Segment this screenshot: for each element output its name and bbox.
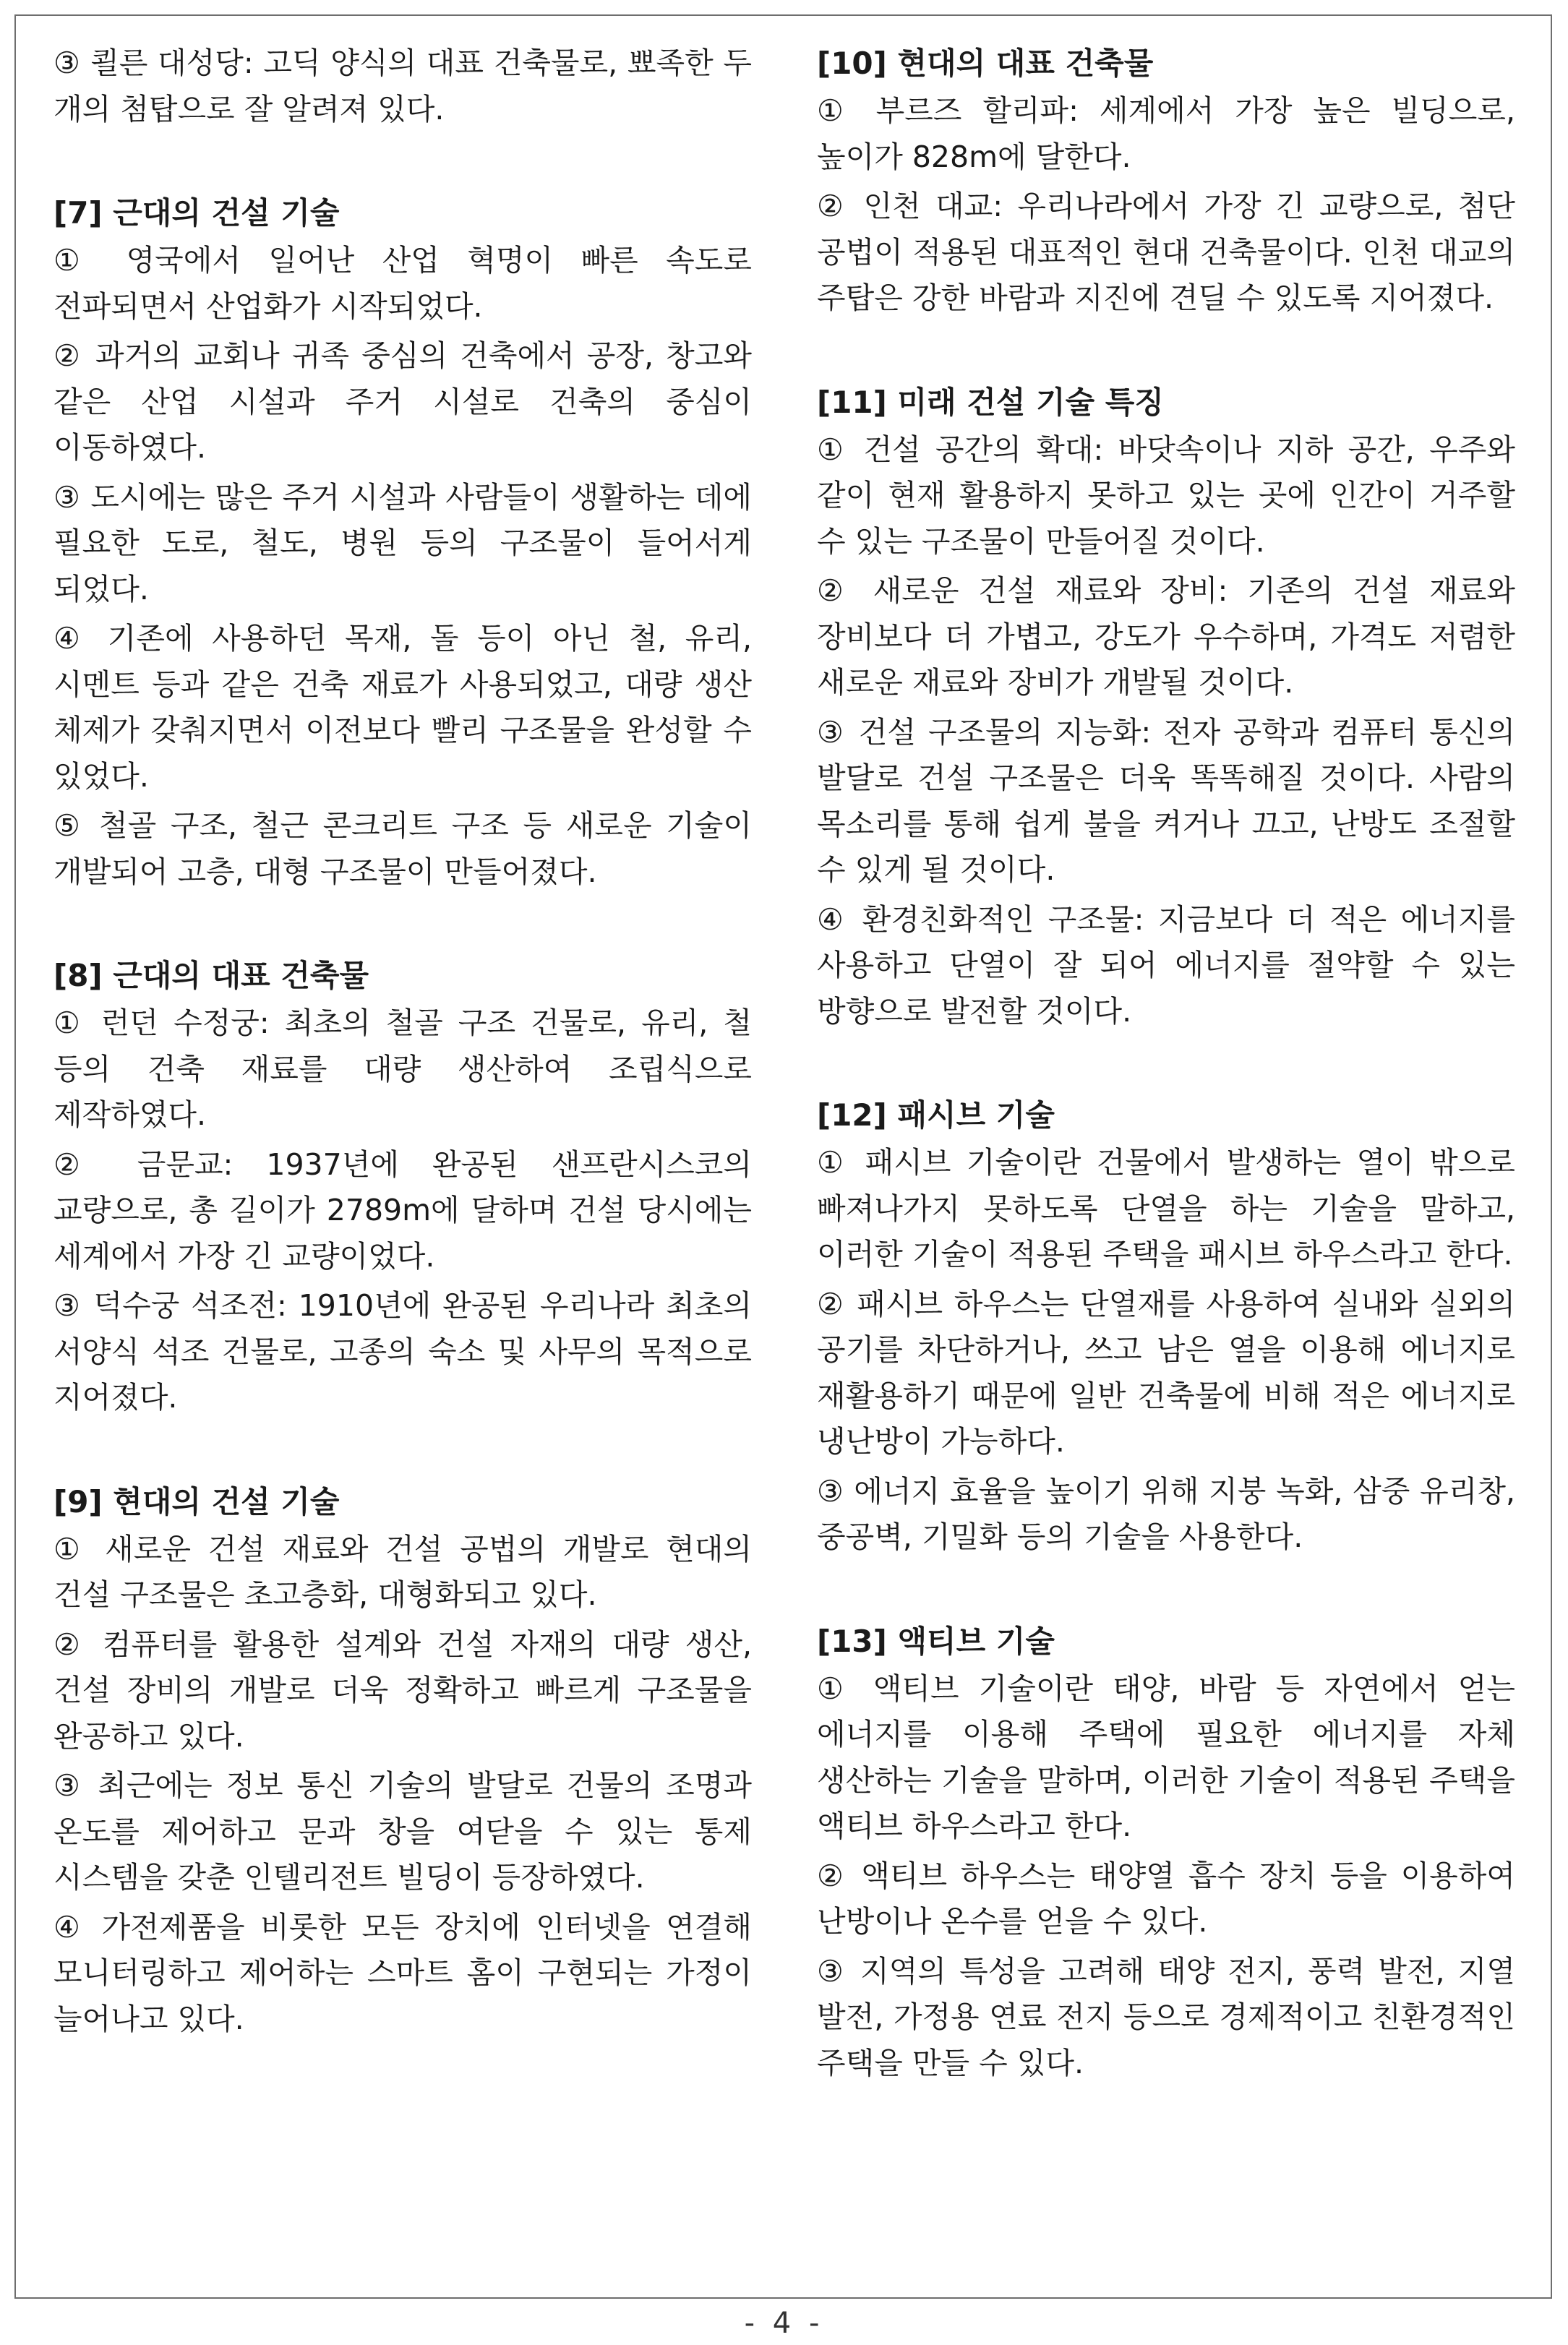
paragraph: ② 과거의 교회나 귀족 중심의 건축에서 공장, 창고와 같은 산업 시설과 주거 시설로 건축의 중심이 이동하였다. [53,338,752,465]
section-heading: [13] 액티브 기술 [817,1623,1055,1659]
paragraph: ⑤ 철골 구조, 철근 콘크리트 구조 등 새로운 기술이 개발되어 고층, 대형 구조물이 만들어졌다. [53,808,752,889]
paragraph: ① 부르즈 할리파: 세계에서 가장 높은 빌딩으로, 높이가 828m에 달한다. [817,93,1515,174]
paragraph: ② 패시브 하우스는 단열재를 사용하여 실내와 실외의 공기를 차단하거나, 쓰고 남은 열을 이용해 에너지로 재활용하기 때문에 일반 건축물에 비해 적은 에너지로 냉난방이 가능하다. [817,1286,1515,1459]
section-gothic-continued [53,40,752,132]
paragraph: ② 금문교: 1937년에 완공된 샌프란시스코의 교량으로, 총 길이가 2789m에 달하며 건설 당시에는 세계에서 가장 긴 교량이었다. [53,1146,752,1274]
section-heading: [8] 근대의 대표 건축물 [53,958,369,993]
section-11-future-construction-tech [817,380,1515,1035]
paragraph: ④ 기존에 사용하던 목재, 돌 등이 아닌 철, 유리, 시멘트 등과 같은 건축 재료가 사용되었고, 대량 생산 체제가 갖춰지면서 이전보다 빨리 구조물을 완성할 수 있었다. [53,621,752,794]
left-column [53,40,752,2100]
paragraph: ③ 에너지 효율을 높이기 위해 지붕 녹화, 삼중 유리창, 중공벽, 기밀화 등의 기술을 사용한다. [817,1473,1515,1554]
section-9-contemporary-construction-tech [53,1479,752,2043]
section-heading: [10] 현대의 대표 건축물 [817,46,1154,81]
paragraph: ③ 덕수궁 석조전: 1910년에 완공된 우리나라 최초의 서양식 석조 건물로, 고종의 숙소 및 사무의 목적으로 지어졌다. [53,1288,752,1415]
paragraph: ① 액티브 기술이란 태양, 바람 등 자연에서 얻는 에너지를 이용해 주택에 필요한 에너지를 자체 생산하는 기술을 말하며, 이러한 기술이 적용된 주택을 액티브 하우스라고 한다. [817,1671,1515,1843]
paragraph: ① 영국에서 일어난 산업 혁명이 빠른 속도로 전파되면서 산업화가 시작되었다. [53,243,752,324]
section-12-passive-tech [817,1092,1515,1561]
paragraph: ③ 도시에는 많은 주거 시설과 사람들이 생활하는 데에 필요한 도로, 철도, 병원 등의 구조물이 들어서게 되었다. [53,479,752,606]
paragraph: ④ 환경친화적인 구조물: 지금보다 더 적은 에너지를 사용하고 단열이 잘 되어 에너지를 절약할 수 있는 방향으로 발전할 것이다. [817,901,1515,1029]
paragraph: ① 런던 수정궁: 최초의 철골 구조 건물로, 유리, 철 등의 건축 재료를 대량 생산하여 조립식으로 제작하였다. [53,1006,752,1132]
paragraph: ④ 가전제품을 비롯한 모든 장치에 인터넷을 연결해 모니터링하고 제어하는 스마트 홈이 구현되는 가정이 늘어나고 있다. [53,1909,752,2036]
section-heading: [9] 현대의 건설 기술 [53,1483,340,1519]
paragraph: ② 새로운 건설 재료와 장비: 기존의 건설 재료와 장비보다 더 가볍고, 강도가 우수하며, 가격도 저렴한 새로운 재료와 장비가 개발될 것이다. [817,573,1515,700]
paragraph: ③ 건설 구조물의 지능화: 전자 공학과 컴퓨터 통신의 발달로 건설 구조물은 더욱 똑똑해질 것이다. 사람의 목소리를 통해 쉽게 불을 켜거나 끄고, 난방도 조절할 수 있게 될 것이다. [817,714,1515,887]
section-heading: [11] 미래 건설 기술 특징 [817,384,1164,420]
paragraph: ② 액티브 하우스는 태양열 흡수 장치 등을 이용하여 난방이나 온수를 얻을 수 있다. [817,1858,1515,1939]
section-7-modern-construction-tech [53,190,752,895]
right-column [817,40,1515,2144]
paragraph: ② 인천 대교: 우리나라에서 가장 긴 교량으로, 첨단 공법이 적용된 대표적인 현대 건축물이다. 인천 대교의 주탑은 강한 바람과 지진에 견딜 수 있도록 지어졌다. [817,189,1515,315]
paragraph: ② 컴퓨터를 활용한 설계와 건설 자재의 대량 생산, 건설 장비의 개발로 더욱 정확하고 빠르게 구조물을 완공하고 있다. [53,1626,752,1754]
paragraph: ① 패시브 기술이란 건물에서 발생하는 열이 밖으로 빠져나가지 못하도록 단열을 하는 기술을 말하고, 이러한 기술이 적용된 주택을 패시브 하우스라고 한다. [817,1145,1515,1272]
page-number: - 4 - [744,2307,824,2340]
paragraph: ③ 쾰른 대성당: 고딕 양식의 대표 건축물로, 뾰족한 두 개의 첨탑으로 잘 알려져 있다. [53,46,752,127]
section-heading: [7] 근대의 건설 기술 [53,195,340,231]
paragraph: ① 새로운 건설 재료와 건설 공법의 개발로 현대의 건설 구조물은 초고층화, 대형화되고 있다. [53,1531,752,1612]
paragraph: ③ 최근에는 정보 통신 기술의 발달로 건물의 조명과 온도를 제어하고 문과 창을 여닫을 수 있는 통제 시스템을 갖춘 인텔리전트 빌딩이 등장하였다. [53,1768,752,1895]
section-8-modern-buildings [53,953,752,1421]
paragraph: ③ 지역의 특성을 고려해 태양 전지, 풍력 발전, 지열 발전, 가정용 연료 전지 등으로 경제적이고 친환경적인 주택을 만들 수 있다. [817,1953,1515,2080]
section-heading: [12] 패시브 기술 [817,1097,1055,1133]
section-10-contemporary-buildings [817,40,1515,322]
section-13-active-tech [817,1619,1515,2087]
paragraph: ① 건설 공간의 확대: 바닷속이나 지하 공간, 우주와 같이 현재 활용하지 못하고 있는 곳에 인간이 거주할 수 있는 구조물이 만들어질 것이다. [817,432,1515,559]
